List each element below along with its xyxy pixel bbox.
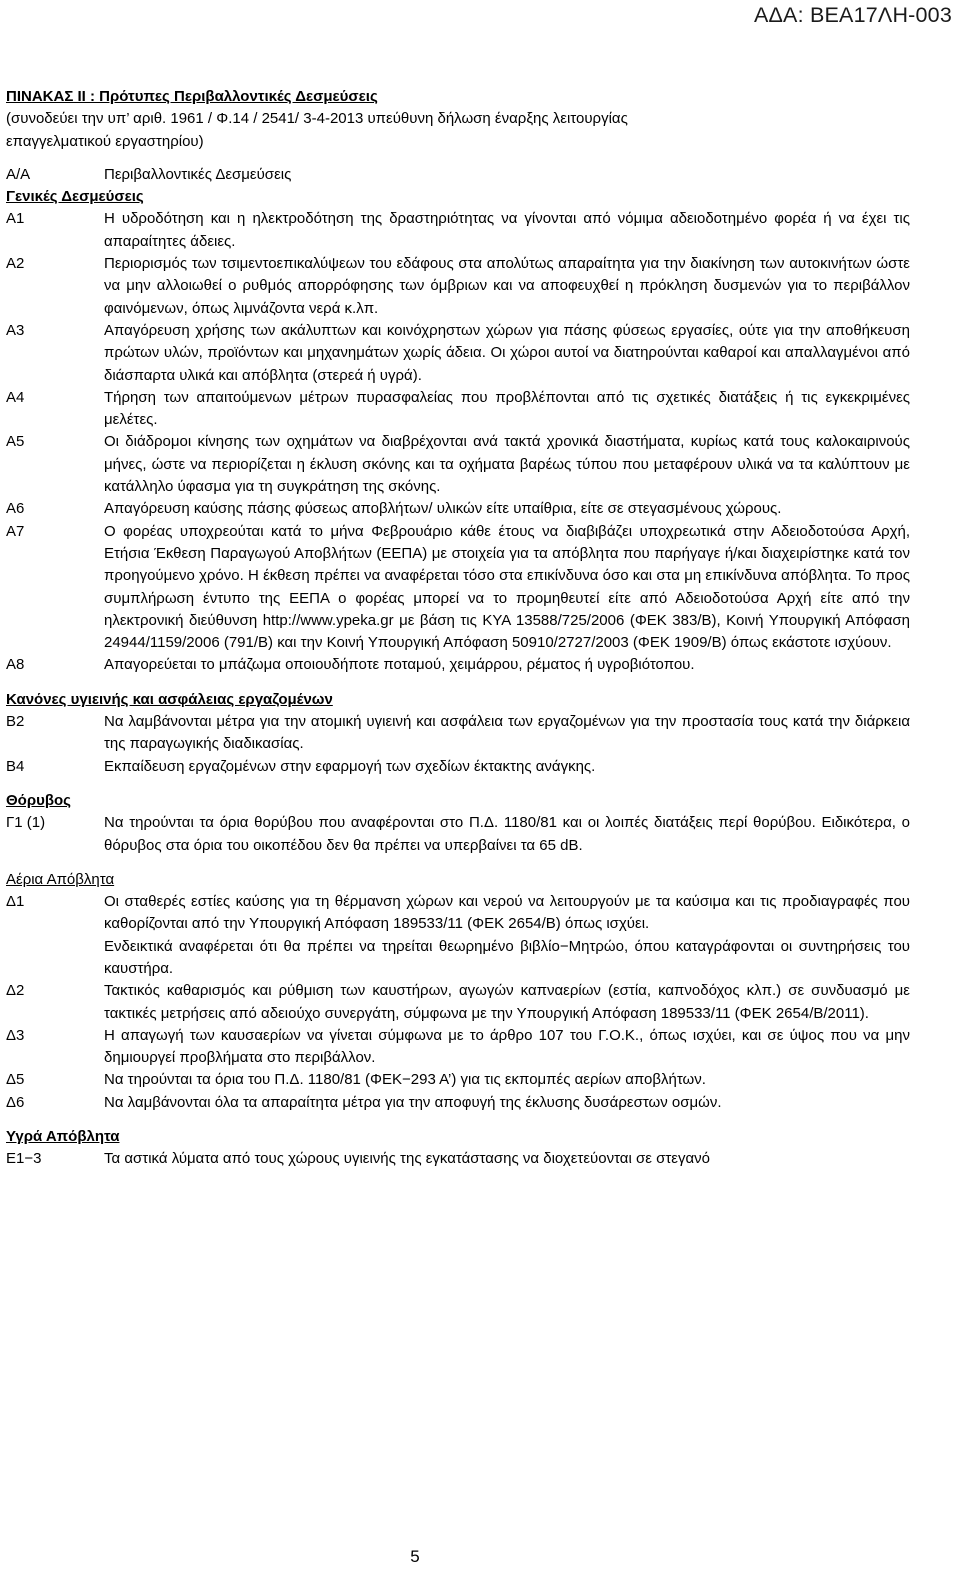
commitment-paragraph: Τα αστικά λύματα από τους χώρους υγιεινής της εγκατάστασης να διοχετεύονται σε στεγανό [104, 1150, 710, 1168]
commitment-text [104, 498, 910, 520]
commitment-code: Α5 [6, 433, 25, 451]
commitment-paragraph: Τήρηση των απαιτούμενων μέτρων πυρασφαλείας που προβλέπονται από τις σχετικές διατάξεις ή τις εγκεκριμένες μελέτες. [104, 388, 910, 429]
commitment-paragraph: Να λαμβάνονται μέτρα για την ατομική υγιεινή και ασφάλεια των εργαζομένων για την προστασία τους κατά την διάρκεια της παραγωγικής διαδικασίας. [104, 713, 910, 753]
commitment-text [104, 711, 910, 756]
commitment-text [104, 387, 910, 432]
commitment-row [6, 320, 910, 387]
table-title: ΠΙΝΑΚΑΣ ΙΙ : Πρότυπες Περιβαλλοντικές Δεσμεύσεις [6, 88, 378, 105]
commitment-code: Β2 [6, 713, 25, 731]
commitment-text [104, 1092, 910, 1114]
section-heading: Θόρυβος [6, 791, 71, 809]
commitment-text [104, 756, 910, 778]
commitment-row [6, 387, 910, 432]
commitment-code: Δ3 [6, 1026, 25, 1044]
commitment-row [6, 891, 910, 980]
commitment-text [104, 1069, 910, 1091]
commitment-row [6, 980, 910, 1025]
commitment-row [6, 1025, 910, 1070]
commitment-row [6, 1092, 910, 1114]
commitment-code: Α7 [6, 522, 25, 540]
commitment-paragraph: Εκπαίδευση εργαζομένων στην εφαρμογή των σχεδίων έκτακτης ανάγκης. [104, 757, 596, 775]
commitment-paragraph: Ο φορέας υποχρεούται κατά το μήνα Φεβρουάριο κάθε έτους να διαβιβάζει υποχρεωτικά στην Αδειοδοτούσα Αρχή, Ετήσια Έκθεση Παραγωγού Αποβλήτων (ΕΕΠΑ) με στοιχεία για τα απόβλητα που παρήγαγε ή/και διαχειρίστηκε κατά τον προηγούμενο χρόνο. Η έκθεση πρέπει να αναφέρεται τόσο στα επικίνδυνα όσο και στα μη επικίνδυνα απόβλητα. Το προς συμπλήρωση έντυπο της ΕΕΠΑ ο φορέας μπορεί να το προμηθευτεί είτε από Αδειοδοτούσα Αρχή είτε από την ηλεκτρονική διεύθυνση http://www.ypeka.gr με βάση τις ΚΥΑ 13588/725/2006 (ΦΕΚ 383/Β), Κοινή Υπουργική Απόφαση 24944/1159/2006 (791/Β) και την Κοινή Υπουργική Απόφαση 50910/2727/2003 (ΦΕΚ 1909/Β) όπως εκάστοτε ισχύουν. [104, 522, 910, 652]
commitment-row [6, 253, 910, 320]
commitment-paragraph: Τακτικός καθαρισμός και ρύθμιση των καυστήρων, αγωγών καπναερίων (εστία, καπνοδόχος κλπ.) σε συνδυασμό με τακτικές μετρήσεις από αδειούχο συνεργάτη, σύμφωνα με την Υπουργική Απόφαση 189533/11 (ΦΕΚ 2654/Β/2011). [104, 982, 910, 1022]
commitment-text [104, 253, 910, 320]
commitment-code: Δ1 [6, 893, 25, 911]
commitment-paragraph: Απαγόρευση χρήσης των ακάλυπτων και κοινόχρηστων χώρων για πάσης φύσεως εργασίες, ούτε για την αποθήκευση πρώτων υλών, προϊόντων και μηχανημάτων χωρίς άδεια. Οι χώροι αυτοί να διατηρούνται καθαροί και απαλλαγμένοι από διάσπαρτα υλικά και απόβλητα (στερεά ή υγρά). [104, 321, 910, 384]
column-header-text: Περιβαλλοντικές Δεσμεύσεις [104, 165, 292, 183]
section-heading: Γενικές Δεσμεύσεις [6, 188, 144, 206]
commitment-text [104, 654, 910, 676]
commitment-row [6, 498, 910, 520]
commitment-paragraph: Περιορισμός των τσιμεντοεπικαλύψεων του εδάφους στα απολύτως απαραίτητα για την διακίνηση των αυτοκινήτων ώστε να μην αλλοιωθεί ο ρυθμός απορρόφησης των όμβριων και να αποφευχθεί η πρόκληση δυσμενών για το περιβάλλον φαινόμενων, όπως λιμνάζοντα νερά κ.λπ. [104, 255, 910, 317]
commitment-code: Α1 [6, 210, 25, 228]
commitment-code: Δ5 [6, 1071, 25, 1089]
commitment-paragraph: Οι διάδρομοι κίνησης των οχημάτων να διαβρέχονται ανά τακτά χρονικά διαστήματα, κυρίως κατά τους καλοκαιρινούς μήνες, ώστε να περιορίζεται η έκλυση σκόνης και τα οχήματα βαρέως τύπου που μεταφέρουν υλικά να τα καλύπτουν με κατάλληλο ύφασμα για τη συγκράτηση της σκόνης. [104, 433, 910, 496]
commitment-paragraph: Να τηρούνται τα όρια θορύβου που αναφέρονται στο Π.Δ. 1180/81 και οι λοιπές διατάξεις περί θορύβου. Ειδικότερα, ο θόρυβος στα όρια του οικοπέδου δεν θα πρέπει να υπερβαίνει τα 65 dB. [104, 814, 910, 854]
document-body [6, 86, 910, 1171]
commitment-text [104, 1148, 910, 1170]
commitment-row [6, 654, 910, 676]
commitment-code: Α8 [6, 656, 25, 674]
column-header [6, 164, 910, 186]
commitment-text [104, 320, 910, 387]
commitment-text [104, 980, 910, 1025]
commitment-code: Α2 [6, 255, 25, 273]
commitment-paragraph: Να λαμβάνονται όλα τα απαραίτητα μέτρα για την αποφυγή της έκλυσης δυσάρεστων οσμών. [104, 1093, 722, 1111]
commitment-paragraph: Οι σταθερές εστίες καύσης για τη θέρμανση χώρων και νερού να λειτουργούν με τα καύσιμα και τις προδιαγραφές που καθορίζονται από την Υπουργική Απόφαση 189533/11 (ΦΕΚ 2654/Β) όπως ισχύει. [104, 893, 910, 933]
commitment-code: Ε1−3 [6, 1150, 42, 1168]
commitment-paragraph: Ενδεικτικά αναφέρεται ότι θα πρέπει να τηρείται θεωρημένο βιβλίο−Μητρώο, όπου καταγράφονται οι συντηρήσεις του καυστήρα. [104, 937, 910, 977]
commitment-row [6, 1148, 910, 1170]
commitment-text [104, 891, 910, 980]
commitment-paragraph: Η υδροδότηση και η ηλεκτροδότηση της δραστηριότητας να γίνονται από νόμιμα αδειοδοτημένο φορέα ή να έχει τις απαραίτητες άδειες. [104, 210, 910, 250]
commitment-paragraph: Απαγορεύεται το μπάζωμα οποιουδήποτε ποταμού, χειμάρρου, ρέματος ή υγροβιότοπου. [104, 656, 695, 674]
commitment-row [6, 1069, 910, 1091]
table-subtitle-line1: (συνοδεύει την υπ’ αριθ. 1961 / Φ.14 / 2541/ 3-4-2013 υπεύθυνη δήλωση έναρξης λειτουργίας [6, 110, 628, 128]
page-number: 5 [410, 1547, 420, 1566]
commitment-text [104, 431, 910, 498]
commitment-code: Β4 [6, 757, 25, 775]
commitment-code: Α4 [6, 388, 25, 406]
commitment-code: Δ6 [6, 1093, 25, 1111]
commitment-code: Α6 [6, 500, 25, 518]
commitment-code: Δ2 [6, 982, 25, 1000]
commitment-code: Α3 [6, 321, 25, 339]
table-subtitle-line2: επαγγελματικού εργαστηρίου) [6, 132, 204, 150]
commitment-paragraph: Απαγόρευση καύσης πάσης φύσεως αποβλήτων/ υλικών είτε υπαίθρια, είτε σε στεγασμένους χώρους. [104, 500, 782, 518]
section-heading: Αέρια Απόβλητα [6, 870, 115, 888]
section-heading: Κανόνες υγιεινής και ασφάλειας εργαζομένων [6, 690, 333, 708]
commitment-row [6, 756, 910, 778]
commitment-row [6, 208, 910, 253]
commitment-row [6, 812, 910, 857]
column-header-code: Α/Α [6, 165, 31, 183]
commitment-row [6, 431, 910, 498]
commitment-row [6, 711, 910, 756]
commitment-code: Γ1 (1) [6, 814, 46, 832]
sections-container [6, 186, 910, 1170]
section-heading: Υγρά Απόβλητα [6, 1128, 120, 1146]
commitment-paragraph: Η απαγωγή των καυσαερίων να γίνεται σύμφωνα με το άρθρο 107 του Γ.Ο.Κ., όπως ισχύει, και σε ύψος που να μην δημιουργεί προβλήματα στο περιβάλλον. [104, 1026, 910, 1067]
ada-code: ΑΔΑ: ΒΕΑ17ΛΗ-003 [753, 3, 952, 27]
commitment-text [104, 521, 910, 655]
commitment-paragraph: Να τηρούνται τα όρια του Π.Δ. 1180/81 (ΦΕΚ−293 Α’) για τις εκπομπές αερίων αποβλήτων. [104, 1071, 706, 1089]
commitment-text [104, 1025, 910, 1070]
commitment-text [104, 208, 910, 253]
commitment-row [6, 521, 910, 655]
commitment-text [104, 812, 910, 857]
